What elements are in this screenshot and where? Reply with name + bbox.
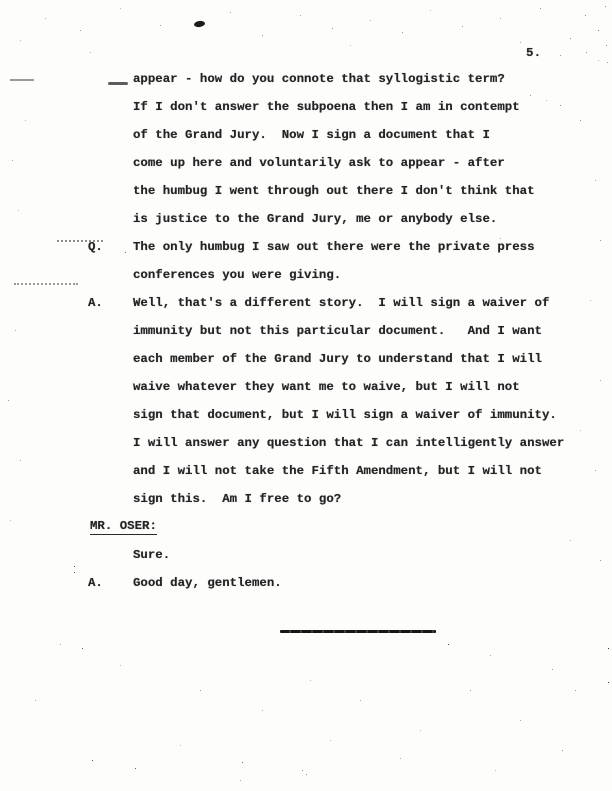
attorney-heading-line	[0, 513, 612, 541]
transcript-line-text: of the Grand Jury. Now I sign a document that I	[133, 128, 490, 142]
transcript-line-text: The only humbug I saw out there were the private press	[133, 240, 535, 254]
transcript-line	[0, 177, 612, 205]
transcript-line-text: waive whatever they want me to waive, but I will not	[133, 380, 520, 394]
transcript-line-text: Well, that's a different story. I will sign a waiver of	[133, 296, 550, 310]
transcript-line	[0, 93, 612, 121]
transcript-line-text: Sure.	[133, 548, 171, 562]
dotted-smudge-artifact	[14, 283, 78, 285]
scan-speckle-noise	[0, 0, 1, 1]
ink-blot-artifact	[194, 20, 206, 27]
transcript-line-text: sign that document, but I will sign a waiver of immunity.	[133, 408, 557, 422]
page-number: 5.	[526, 46, 542, 60]
transcript-line	[0, 317, 612, 345]
transcript-line	[0, 149, 612, 177]
transcript-line	[0, 541, 612, 569]
transcript-line	[0, 373, 612, 401]
transcript-line-text: conferences you were giving.	[133, 268, 342, 282]
end-of-transcript-rule	[280, 630, 436, 633]
transcript-line-text: Good day, gentlemen.	[133, 576, 282, 590]
transcript-line	[0, 401, 612, 429]
attorney-name-heading: MR. OSER:	[90, 513, 157, 535]
transcript-line	[0, 121, 612, 149]
transcript-line-text: sign this. Am I free to go?	[133, 492, 342, 506]
transcript-line	[0, 205, 612, 233]
margin-smudge-artifact	[10, 79, 34, 81]
transcript-line-answer	[0, 569, 612, 597]
speaker-marker-a: A.	[88, 296, 103, 310]
transcript-line	[0, 65, 612, 93]
transcript-line	[0, 261, 612, 289]
transcript-line	[0, 485, 612, 513]
transcript-line-text: come up here and voluntarily ask to appear - after	[133, 156, 505, 170]
transcript-line-text: is justice to the Grand Jury, me or anybody else.	[133, 212, 498, 226]
transcript-line-text: the humbug I went through out there I don't think that	[133, 184, 535, 198]
transcript-line	[0, 345, 612, 373]
transcript-line-text: and I will not take the Fifth Amendment, but I will not	[133, 464, 542, 478]
speaker-marker-a: A.	[88, 576, 103, 590]
transcript-body	[0, 65, 612, 597]
dotted-smudge-artifact	[57, 240, 103, 242]
transcript-line-text: each member of the Grand Jury to understand that I will	[133, 352, 542, 366]
margin-smudge-artifact	[108, 82, 128, 85]
transcript-line-answer	[0, 289, 612, 317]
transcript-line	[0, 457, 612, 485]
transcript-line-text: appear - how do you connote that syllogistic term?	[133, 72, 505, 86]
speaker-marker-q: Q.	[88, 240, 103, 254]
transcript-line-text: immunity but not this particular document. And I want	[133, 324, 542, 338]
transcript-line-text: I will answer any question that I can intelligently answer	[133, 436, 565, 450]
transcript-line-text: If I don't answer the subpoena then I am in contempt	[133, 100, 520, 114]
transcript-line-question	[0, 233, 612, 261]
transcript-line	[0, 429, 612, 457]
